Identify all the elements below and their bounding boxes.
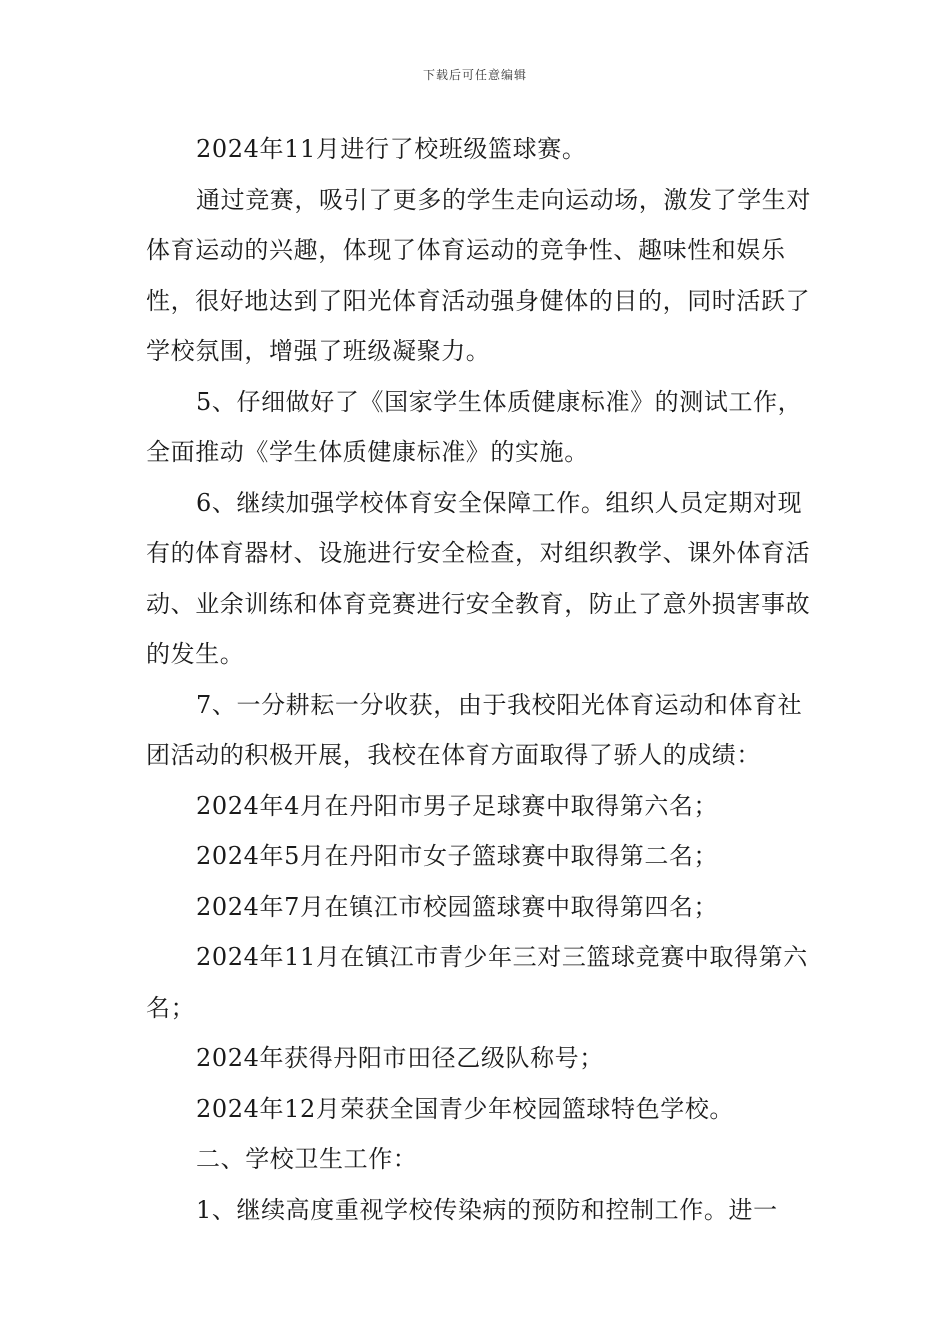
section-heading-hygiene: 二、学校卫生工作： <box>196 1145 418 1173</box>
paragraph-competition-effects: 通过竞赛，吸引了更多的学生走向运动场，激发了学生对体育运动的兴趣，体现了体育运动的竞争性、趣味性和娱乐性，很好地达到了阳光体育活动强身健体的目的，同时活跃了学校氛围，增强了班级凝聚力。 <box>146 185 811 365</box>
achievement-item: 2024年5月在丹阳市女子篮球赛中取得第二名； <box>196 842 719 870</box>
paragraph-item-5: 5、仔细做好了《国家学生体质健康标准》的测试工作，全面推动《学生体质健康标准》的实施。 <box>146 387 803 466</box>
paragraph-hygiene-item-1: 1、继续高度重视学校传染病的预防和控制工作。进一 <box>196 1195 778 1224</box>
paragraph-item-7: 7、一分耕耘一分收获，由于我校阳光体育运动和体育社团活动的积极开展，我校在体育方面取得了骄人的成绩： <box>146 690 803 769</box>
achievement-item: 2024年12月荣获全国青少年校园篮球特色学校。 <box>196 1094 735 1123</box>
paragraph-basketball-match: 2024年11月进行了校班级篮球赛。 <box>196 135 587 163</box>
achievement-item: 2024年4月在丹阳市男子足球赛中取得第六名； <box>196 791 719 820</box>
achievement-item: 2024年7月在镇江市校园篮球赛中取得第四名； <box>196 892 719 921</box>
achievement-item: 2024年11月在镇江市青少年三对三篮球竞赛中取得第六名； <box>146 943 808 1022</box>
header-note: 下载后可任意编辑 <box>422 68 527 82</box>
paragraph-item-6: 6、继续加强学校体育安全保障工作。组织人员定期对现有的体育器材、设施进行安全检查，对组织教学、课外体育活动、业余训练和体育竞赛进行安全教育，防止了意外损害事故的发生。 <box>146 488 811 668</box>
achievement-item: 2024年获得丹阳市田径乙级队称号； <box>196 1044 604 1072</box>
document-body <box>146 124 816 1235</box>
